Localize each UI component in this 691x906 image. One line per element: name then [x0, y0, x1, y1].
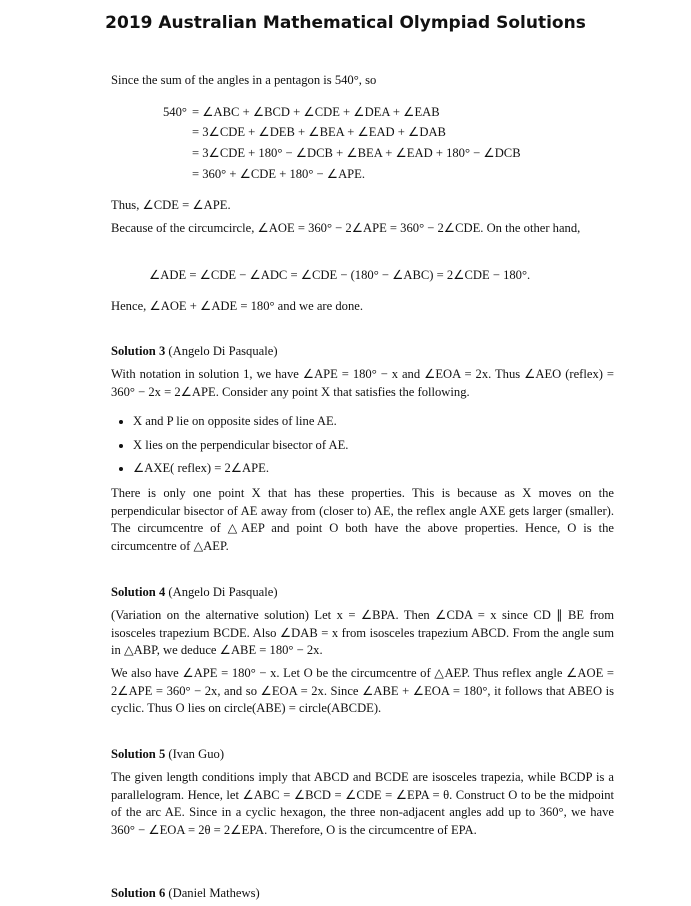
equation-line: = 3∠CDE + ∠DEB + ∠BEA + ∠EAD + ∠DAB: [192, 125, 446, 139]
solution-label: Solution 6: [111, 886, 166, 900]
solution-3-paragraph: With notation in solution 1, we have ∠APE = 180° − x and ∠EOA = 2x. Thus ∠AEO (reflex) = 360° − 2x = 2∠APE. Consider any point X that satisfies the following.: [111, 367, 614, 399]
thus-line: Thus, ∠CDE = ∠APE.: [111, 198, 231, 212]
solution-5-paragraph: The given length conditions imply that ABCD and BCDE are isosceles trapezia, while BCDP is a parallelogram. Hence, let ∠ABC = ∠BCD = ∠CDE = ∠EPA = θ. Construct O to be the midpoint of the arc AE. Since in a cyclic hexagon, the three non-adjacent angles add up to 360°, we have 360° − ∠EOA = 2θ = 2∠EPA. Therefore, O is the circumcentre of EPA.: [111, 770, 614, 837]
intro-text: Since the sum of the angles in a pentagon is 540°, so: [111, 73, 377, 87]
solution-author: (Daniel Mathews): [168, 886, 260, 900]
solution-5-heading: [111, 746, 614, 764]
bullet-item: • X and P lie on opposite sides of line AE.: [133, 413, 614, 431]
solution-3-heading: [111, 343, 614, 361]
solution-4-paragraph: (Variation on the alternative solution) Let x = ∠BPA. Then ∠CDA = x since CD ∥ BE from isosceles trapezium BCDE. Also ∠DAB = x from isosceles trapezium ABCD. From the angle sum in △ABP, we deduce ∠ABE = 180° − 2x.: [111, 608, 614, 658]
bullet-item: • ∠AXE( reflex) = 2∠APE.: [133, 460, 614, 478]
equation-lhs: 540°: [163, 105, 187, 119]
solution-4-paragraph: We also have ∠APE = 180° − x. Let O be the circumcentre of △AEP. Thus reflex angle ∠AOE = 2∠APE = 360° − 2x, and so ∠EOA = 2x. Since ∠ABE + ∠EOA = 180°, it follows that ABEO is cyclic. Thus O lies on circle(ABE) = circle(ABCDE).: [111, 666, 614, 716]
equation-line: = 3∠CDE + 180° − ∠DCB + ∠BEA + ∠EAD + 180° − ∠DCB: [192, 146, 521, 160]
page-title: 2019 Australian Mathematical Olympiad Solutions: [105, 13, 586, 33]
solution-3-bullet-list: [111, 413, 614, 484]
solution-3-conclusion: There is only one point X that has these properties. This is because as X moves on the perpendicular bisector of AE away from (closer to) AE, the reflex angle AXE gets larger (smaller). The circumcentre of △AEP and point O both have the above properties. Hence, O is the circumcentre of △AEP.: [111, 486, 614, 553]
solution-label: Solution 3: [111, 344, 166, 358]
solution-label: Solution 4: [111, 585, 166, 599]
solution-4-heading: [111, 584, 614, 602]
bullet-item: • X lies on the perpendicular bisector of AE.: [133, 437, 614, 455]
solution-author: (Angelo Di Pasquale): [168, 585, 278, 599]
solution-author: (Angelo Di Pasquale): [168, 344, 278, 358]
solution-author: (Ivan Guo): [168, 747, 225, 761]
equation-line: = ∠ABC + ∠BCD + ∠CDE + ∠DEA + ∠EAB: [192, 105, 440, 119]
solution-6-heading: [111, 885, 614, 903]
display-equation: ∠ADE = ∠CDE − ∠ADC = ∠CDE − (180° − ∠ABC) = 2∠CDE − 180°.: [149, 268, 531, 282]
solution-label: Solution 5: [111, 747, 166, 761]
because-paragraph: Because of the circumcircle, ∠AOE = 360° − 2∠APE = 360° − 2∠CDE. On the other hand,: [111, 221, 581, 235]
equation-line: = 360° + ∠CDE + 180° − ∠APE.: [192, 167, 366, 181]
hence-line: Hence, ∠AOE + ∠ADE = 180° and we are done.: [111, 299, 363, 313]
